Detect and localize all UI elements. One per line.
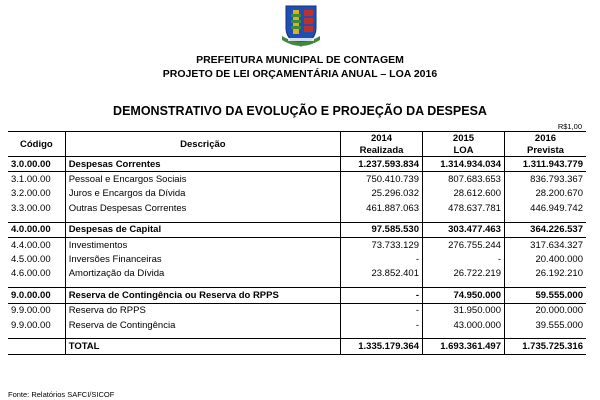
table-row xyxy=(8,252,586,266)
column-header-2014: 2014 xyxy=(341,132,423,145)
cell-2014: 25.296.032 xyxy=(341,187,423,201)
report-title: DEMONSTRATIVO DA EVOLUÇÃO E PROJEÇÃO DA DESPESA xyxy=(113,104,487,118)
cell-2014: 73.733.129 xyxy=(341,237,423,252)
cell-description: Reserva do RPPS xyxy=(68,305,146,317)
cell-2015: 28.612.600 xyxy=(423,187,505,201)
cell-code: 4.5.00.00 xyxy=(8,252,65,266)
cell-2014: 461.887.063 xyxy=(341,201,423,215)
cell-2015: 1.693.361.497 xyxy=(423,339,505,354)
cell-2014: - xyxy=(341,303,423,318)
column-subheader-2015: LOA xyxy=(423,144,505,157)
table-row xyxy=(8,172,586,187)
source-footer: Fonte: Relatórios SAFCI/SICOF xyxy=(8,390,115,399)
cell-2014: 23.852.401 xyxy=(341,267,423,281)
table-row xyxy=(8,318,586,332)
cell-2016: 446.949.742 xyxy=(504,201,586,215)
cell-2016: 364.226.537 xyxy=(504,222,586,237)
cell-2014: 1.335.179.364 xyxy=(341,339,423,354)
cell-description: Reserva de Contingência ou Reserva do RPPS xyxy=(65,288,340,303)
table-row xyxy=(8,303,586,318)
total-row xyxy=(8,339,586,354)
table-row xyxy=(8,267,586,281)
expense-table xyxy=(8,131,586,355)
cell-code: 4.4.00.00 xyxy=(8,237,65,252)
cell-description: Investimentos xyxy=(68,239,128,251)
cell-code: 3.1.00.00 xyxy=(8,172,65,187)
cell-description: TOTAL xyxy=(65,339,340,354)
cell-2016: 836.793.367 xyxy=(504,172,586,187)
cell-2014: - xyxy=(341,318,423,332)
cell-2014: - xyxy=(341,252,423,266)
table-row xyxy=(8,222,586,237)
cell-code: 3.0.00.00 xyxy=(8,157,65,172)
cell-2014: 97.585.530 xyxy=(341,222,423,237)
cell-2016: 1.311.943.779 xyxy=(504,157,586,172)
cell-description: Despesas de Capital xyxy=(65,222,340,237)
cell-2016: 26.192.210 xyxy=(504,267,586,281)
column-header-2016: 2016 xyxy=(504,132,586,145)
cell-2015: 478.637.781 xyxy=(423,201,505,215)
cell-description: Reserva de Contingência xyxy=(68,319,176,331)
cell-2016: 317.634.327 xyxy=(504,237,586,252)
cell-code: 3.2.00.00 xyxy=(8,187,65,201)
cell-2015: 31.950.000 xyxy=(423,303,505,318)
header-line-1: PREFEITURA MUNICIPAL DE CONTAGEM xyxy=(196,54,404,66)
cell-2016: 20.000.000 xyxy=(504,303,586,318)
cell-description: Inversões Financeiras xyxy=(68,254,162,266)
cell-description: Juros e Encargos da Dívida xyxy=(68,188,186,200)
cell-2015: 26.722.219 xyxy=(423,267,505,281)
cell-code: 9.9.00.00 xyxy=(8,303,65,318)
cell-code: 9.9.00.00 xyxy=(8,318,65,332)
cell-2015: 807.683.653 xyxy=(423,172,505,187)
table-row xyxy=(8,187,586,201)
cell-code: 4.0.00.00 xyxy=(8,222,65,237)
column-header-description: Descrição xyxy=(65,132,340,157)
cell-code xyxy=(8,339,65,354)
cell-2015: 1.314.934.034 xyxy=(423,157,505,172)
currency-label: R$1,00 xyxy=(557,122,582,131)
table-header-row xyxy=(8,132,586,145)
cell-2014: 750.410.739 xyxy=(341,172,423,187)
cell-2014: - xyxy=(341,288,423,303)
cell-2014: 1.237.593.834 xyxy=(341,157,423,172)
cell-description: Despesas Correntes xyxy=(65,157,340,172)
cell-code: 3.3.00.00 xyxy=(8,201,65,215)
cell-2015: 43.000.000 xyxy=(423,318,505,332)
table-row xyxy=(8,237,586,252)
cell-2015: - xyxy=(423,252,505,266)
table-row xyxy=(8,157,586,172)
cell-2015: 276.755.244 xyxy=(423,237,505,252)
column-header-2015: 2015 xyxy=(423,132,505,145)
cell-description: Amortização da Dívida xyxy=(68,268,165,280)
cell-2016: 28.200.670 xyxy=(504,187,586,201)
cell-2016: 39.555.000 xyxy=(504,318,586,332)
table-body xyxy=(8,157,586,355)
cell-2015: 303.477.463 xyxy=(423,222,505,237)
column-subheader-2014: Realizada xyxy=(341,144,423,157)
table-row xyxy=(8,201,586,215)
cell-2015: 74.950.000 xyxy=(423,288,505,303)
crest-emblem-icon xyxy=(276,2,326,50)
cell-description: Outras Despesas Correntes xyxy=(68,202,187,214)
cell-2016: 1.735.725.316 xyxy=(504,339,586,354)
table-row xyxy=(8,288,586,303)
cell-description: Pessoal e Encargos Sociais xyxy=(68,174,187,186)
header-line-2: PROJETO DE LEI ORÇAMENTÁRIA ANUAL – LOA 2016 xyxy=(162,68,438,80)
column-header-code: Código xyxy=(8,132,65,157)
cell-2016: 20.400.000 xyxy=(504,252,586,266)
cell-2016: 59.555.000 xyxy=(504,288,586,303)
cell-code: 4.6.00.00 xyxy=(8,267,65,281)
cell-code: 9.0.00.00 xyxy=(8,288,65,303)
column-subheader-2016: Prevista xyxy=(504,144,586,157)
